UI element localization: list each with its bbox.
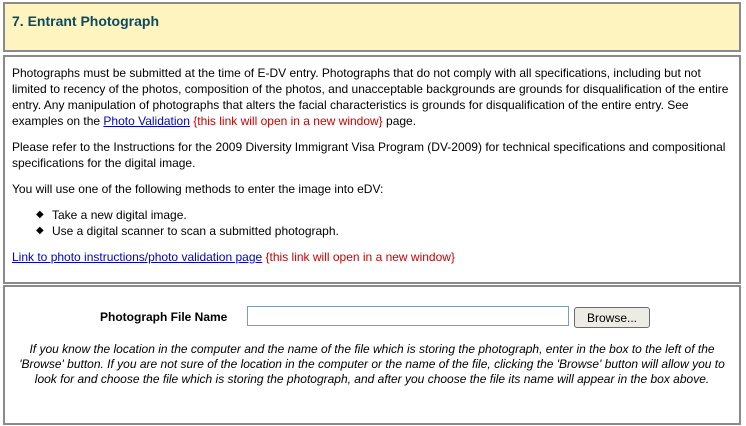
- list-item: [36, 207, 730, 223]
- section-title: 7. Entrant Photograph: [12, 13, 159, 29]
- method-label: Use a digital scanner to scan a submitted photograph.: [52, 224, 339, 238]
- photo-instructions-link[interactable]: Link to photo instructions/photo validation page: [12, 250, 263, 264]
- info-content: [12, 65, 730, 275]
- methods-list: [12, 207, 730, 239]
- browse-button[interactable]: Browse...: [574, 307, 650, 328]
- diamond-bullet-icon: ◆: [36, 209, 44, 220]
- photograph-file-input[interactable]: [247, 306, 569, 326]
- upload-help-text: If you know the location in the computer and the name of the file which is storing the photograph, enter in the box to the left of the 'Browse' button. If you are not sure of the location in the computer or the name of the file, clicking the 'Browse' button will allow you to look for and choose the file which is storing the photograph, and after you choose the file its name will appear in the box above.: [19, 342, 725, 386]
- diamond-bullet-icon: ◆: [36, 225, 44, 236]
- new-window-notice: {this link will open in a new window}: [189, 114, 383, 128]
- instructions-paragraph: Please refer to the Instructions for the 2009 Diversity Immigrant Visa Program (DV-2009) for technical specifications and compositional specifications for the digital image.: [12, 140, 726, 170]
- instructions-link-line: [12, 249, 730, 265]
- methods-intro: You will use one of the following methods to enter the image into eDV:: [12, 182, 384, 196]
- photo-upload-panel: [3, 285, 741, 425]
- photograph-file-name-label: Photograph File Name: [100, 310, 228, 324]
- section-header: [3, 2, 741, 52]
- photo-info-panel: [3, 55, 741, 284]
- specifications-paragraph: [12, 65, 730, 129]
- method-label: Take a new digital image.: [52, 208, 187, 222]
- photo-validation-link[interactable]: Photo Validation: [103, 114, 190, 128]
- specifications-text: Photographs must be submitted at the time of E-DV entry. Photographs that do not comply with all specifications, including but not limited to recency of the photos, composition of the photos, and unacceptable backgrounds are grounds for disqualification of the entire entry. Any manipulation of photographs that alters the facial characteristics is grounds for disqualification of the entire entry. See examples on the: [12, 66, 729, 128]
- new-window-notice: {this link will open in a new window}: [262, 250, 455, 264]
- list-item: [36, 223, 730, 239]
- specifications-text-end: page.: [382, 114, 417, 128]
